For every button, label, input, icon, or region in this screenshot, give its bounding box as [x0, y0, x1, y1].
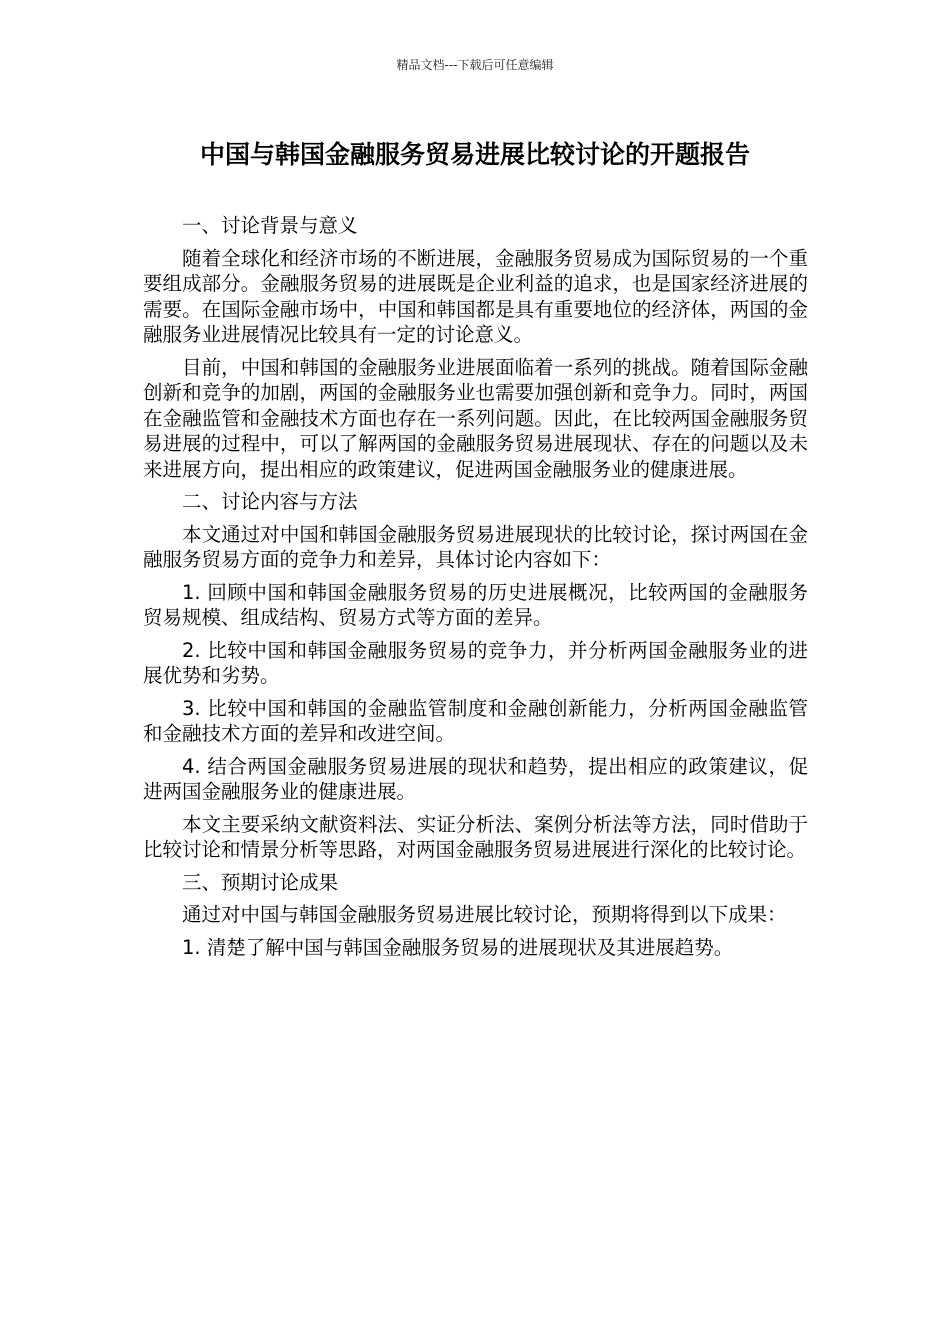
document-title: 中国与韩国金融服务贸易进展比较讨论的开题报告: [199, 140, 750, 169]
paragraph: 本文主要采纳文献资料法、实证分析法、案例分析法等方法，同时借助于比较讨论和情景分析等思路，对两国金融服务贸易进展进行深化的比较讨论。: [143, 812, 808, 861]
list-item: 1. 回顾中国和韩国金融服务贸易的历史进展概况，比较两国的金融服务贸易规模、组成结构、贸易方式等方面的差异。: [143, 580, 808, 629]
document-body: [143, 213, 808, 967]
list-item: 1. 清楚了解中国与韩国金融服务贸易的进展现状及其进展趋势。: [182, 935, 734, 959]
paragraph: 通过对中国与韩国金融服务贸易进展比较讨论，预期将得到以下成果：: [182, 903, 787, 926]
paragraph: 本文通过对中国和韩国金融服务贸易进展现状的比较讨论，探讨两国在金融服务贸易方面的竞争力和差异，具体讨论内容如下：: [143, 522, 808, 571]
paragraph: 目前，中国和韩国的金融服务业进展面临着一系列的挑战。随着国际金融创新和竞争的加剧，两国的金融服务业也需要加强创新和竞争力。同时，两国在金融监管和金融技术方面也存在一系列问题。因此，在比较两国金融服务贸易进展的过程中，可以了解两国的金融服务贸易进展现状、存在的问题以及未来进展方向，提出相应的政策建议，促进两国金融服务业的健康进展。: [143, 355, 808, 481]
list-item: 4. 结合两国金融服务贸易进展的现状和趋势，提出相应的政策建议，促进两国金融服务业的健康进展。: [143, 754, 808, 803]
section-heading-expected-results: 三、预期讨论成果: [182, 870, 339, 894]
list-item: 3. 比较中国和韩国的金融监管制度和金融创新能力，分析两国金融监管和金融技术方面的差异和改进空间。: [143, 696, 808, 745]
section-heading-content-methods: 二、讨论内容与方法: [182, 490, 358, 513]
paragraph: 随着全球化和经济市场的不断进展，金融服务贸易成为国际贸易的一个重要组成部分。金融服务贸易的进展既是企业利益的追求，也是国家经济进展的需要。在国际金融市场中，中国和韩国都是具有重要地位的经济体，两国的金融服务业进展情况比较具有一定的讨论意义。: [143, 246, 808, 346]
section-heading-background: 一、讨论背景与意义: [182, 214, 358, 237]
header-note: 精品文档---下载后可任意编辑: [396, 58, 554, 72]
list-item: 2. 比较中国和韩国金融服务贸易的竞争力，并分析两国金融服务业的进展优势和劣势。: [143, 638, 808, 687]
